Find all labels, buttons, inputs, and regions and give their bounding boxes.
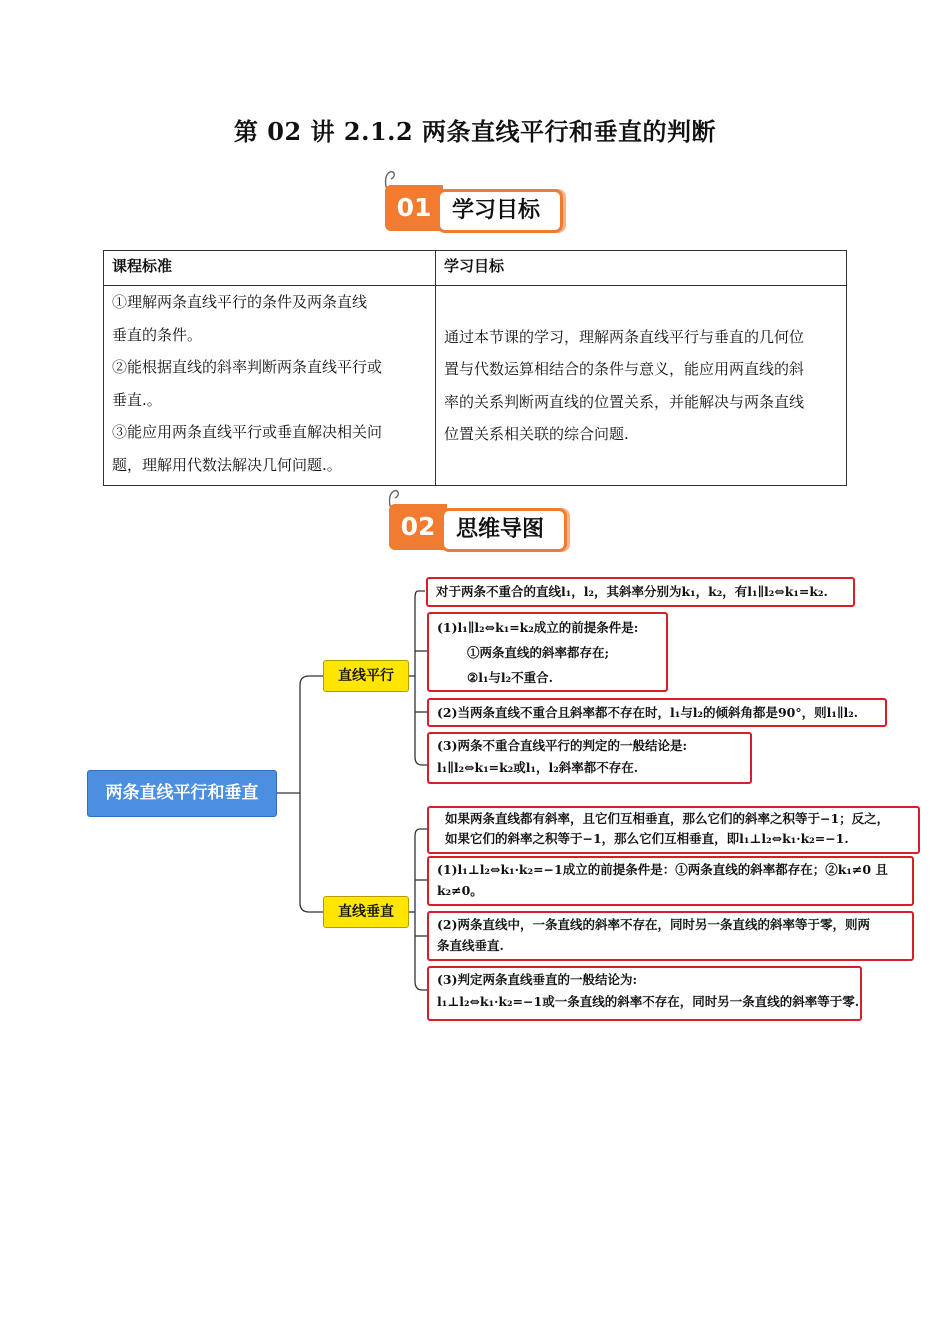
objective-line: 率的关系判断两直线的位置关系，并能解决与两条直线 [444, 392, 805, 411]
standard-line: 垂直.。 [112, 390, 162, 409]
leaf-line: ①两条直线的斜率都存在; [467, 645, 610, 660]
objective-line: 置与代数运算相结合的条件与意义，能应用两直线的斜 [444, 360, 805, 378]
parallel-leaf [426, 577, 855, 607]
standard-line: 垂直的条件。 [112, 325, 203, 344]
leaf-line: 条直线垂直. [437, 938, 504, 953]
perpendicular-leaf [427, 911, 914, 961]
parallel-leaf [427, 698, 887, 727]
perpendicular-leaf [427, 806, 920, 854]
section-number: 01 [385, 185, 443, 231]
perpendicular-leaf [427, 966, 862, 1021]
standard-line: ②能根据直线的斜率判断两条直线平行或 [112, 358, 383, 376]
leaf-line: (3)判定两条直线垂直的一般结论为: [437, 972, 638, 987]
leaf-line: (2)两条直线中，一条直线的斜率不存在，同时另一条直线的斜率等于零，则两 [437, 917, 871, 932]
leaf-line: (1)l₁∥l₂⇔k₁=k₂成立的前提条件是: [437, 620, 639, 635]
table-header-standards: 课程标准 [104, 251, 436, 286]
branch-perpendicular: 直线垂直 [323, 896, 409, 928]
branch-parallel: 直线平行 [323, 660, 409, 692]
leaf-line: k₂≠0。 [437, 883, 483, 898]
leaf-line: (2)当两条直线不重合且斜率都不存在时，l₁与l₂的倾斜角都是90°，则l₁∥l₂. [437, 705, 859, 720]
leaf-line: 对于两条不重合的直线l₁，l₂，其斜率分别为k₁，k₂，有l₁∥l₂⇔k₁=k₂. [436, 584, 828, 599]
parallel-leaf [427, 612, 668, 692]
section-label: 思维导图 [441, 508, 567, 552]
leaf-line: l₁⊥l₂⇔k₁·k₂=−1或一条直线的斜率不存在，同时另一条直线的斜率等于零. [437, 994, 860, 1009]
standard-line: ①理解两条直线平行的条件及两条直线 [112, 293, 368, 311]
mindmap-root: 两条直线平行和垂直 [87, 770, 277, 817]
leaf-line: (1)l₁⊥l₂⇔k₁·k₂=−1成立的前提条件是：①两条直线的斜率都存在；②k₁≠0 且 [437, 862, 888, 877]
section-number: 02 [389, 504, 447, 550]
leaf-line: 如果它们的斜率之积等于−1，那么它们互相垂直，即l₁⊥l₂⇔k₁·k₂=−1. [445, 831, 849, 846]
leaf-line: ②l₁与l₂不重合. [467, 670, 554, 685]
leaf-line: (3)两条不重合直线平行的判定的一般结论是: [437, 738, 688, 753]
table-header-objectives: 学习目标 [436, 251, 847, 286]
leaf-line: 如果两条直线都有斜率，且它们互相垂直，那么它们的斜率之积等于−1；反之， [445, 811, 890, 826]
page-title: 第 02 讲 2.1.2 两条直线平行和垂直的判断 [233, 117, 717, 146]
leaf-line: l₁∥l₂⇔k₁=k₂或l₁，l₂斜率都不存在. [437, 760, 639, 775]
parallel-leaf [427, 732, 752, 784]
standard-line: ③能应用两条直线平行或垂直解决相关问 [112, 423, 383, 441]
section-label: 学习目标 [437, 189, 563, 233]
standard-line: 题，理解用代数法解决几何问题.。 [112, 455, 342, 474]
objective-line: 位置关系相关联的综合问题. [444, 425, 629, 443]
objective-line: 通过本节课的学习，理解两条直线平行与垂直的几何位 [444, 327, 805, 346]
perpendicular-leaf [427, 856, 914, 906]
